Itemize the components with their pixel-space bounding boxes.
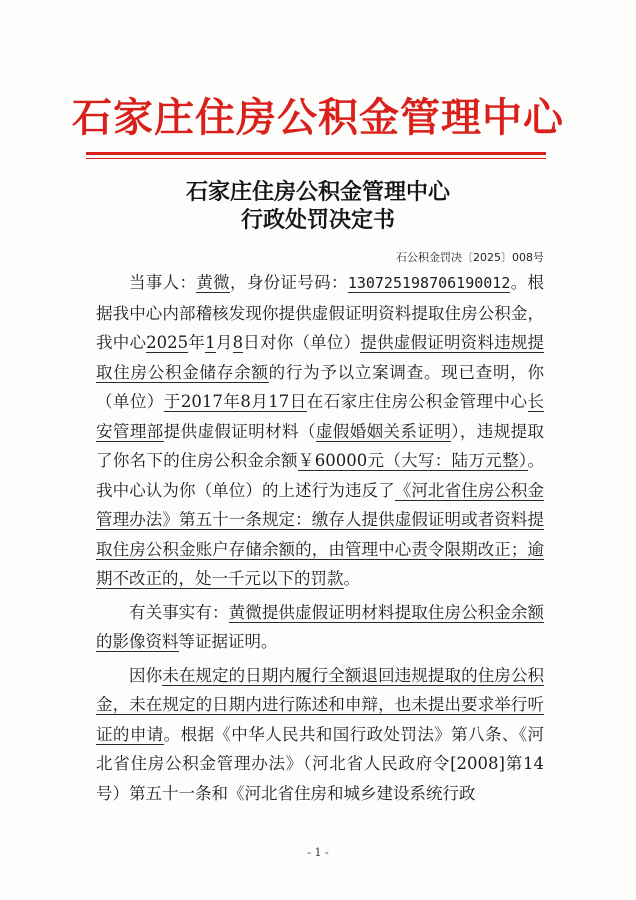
page-number: - 1 - [307,846,329,859]
text-segment: 。我中心认为你（单位）的上述行为违反了 [96,451,544,500]
violated-regulation: 《河北省住房公积金管理办法》第五十一条规定：缴存人提供虚假证明或者资料提取住房公积金账户存储余额的，由管理中心责令限期改正；逾期不改正的，处一千元以下的罚款 [96,480,545,588]
text-segment: 有关事实有： [129,602,229,622]
text-segment: 的行为予以立案调查。现已查明，你（单位） [96,362,545,411]
document-title-line1: 石家庄住房公积金管理中心 [185,179,450,205]
text-segment: 。根据《中华人民共和国行政处罚法》第八条、《河北省住房公积金管理办法》（河北省人民政府令[2008]第14号）第五十一条和《河北省住房和城乡建设系统行政 [96,724,545,803]
text-segment: 。根据我中心内部稽核发现你提供虚假证明资料提取住房公积金，我中心 [96,273,545,352]
agency-header: 石家庄住房公积金管理中心 [72,94,564,141]
paragraph-basis [96,661,544,809]
case-year: 2025 [146,333,189,352]
branch-name: 长安管理部 [96,392,544,441]
evidence-description: 黄微提供虚假证明材料提取住房公积金余额的影像资料 [96,602,545,651]
violation-description: 提供虚假证明资料违规提取住房公积金储存余额 [96,333,545,382]
red-divider-thin [86,158,546,159]
id-number: 130725198706190012 [347,274,511,292]
document-title-line2: 行政处罚决定书 [240,207,395,233]
text-segment: 日对你（单位） [243,333,361,352]
text-segment: 。 [343,569,360,588]
case-month: 1 [205,333,216,352]
text-segment: ），违规提取了你名下的住房公积金余额 [96,421,545,470]
text-segment: 提供虚假证明材料（ [163,421,316,441]
failure-description: 未在规定的日期内履行全额退回违规提取的住房公积金，未在规定的日期内进行陈述和申辩，也未提出要求举行听证的申请 [96,665,545,744]
red-divider-thick [86,152,546,155]
paragraph-evidence [96,598,544,657]
text-segment: 年 [188,333,206,352]
document-number: 石公积金罚决〔2025〕008号 [396,251,544,264]
text-segment: 当事人： [129,273,197,292]
text-segment: 在石家庄住房公积金管理中心 [306,392,528,411]
case-day: 8 [232,333,244,352]
withdrawn-amount: ￥60000元（大写：陆万元整） [297,451,528,470]
false-material: 虚假婚姻关系证明 [315,421,452,441]
paragraph-party [96,268,544,594]
text-segment: 月 [215,333,233,352]
text-segment: 因你 [129,665,163,685]
text-segment: 等证据证明。 [178,632,278,651]
document-body [96,268,544,812]
text-segment: ，身份证号码： [230,273,348,292]
party-name: 黄微 [196,273,230,292]
fact-date: 于2017年8月17日 [163,392,307,411]
